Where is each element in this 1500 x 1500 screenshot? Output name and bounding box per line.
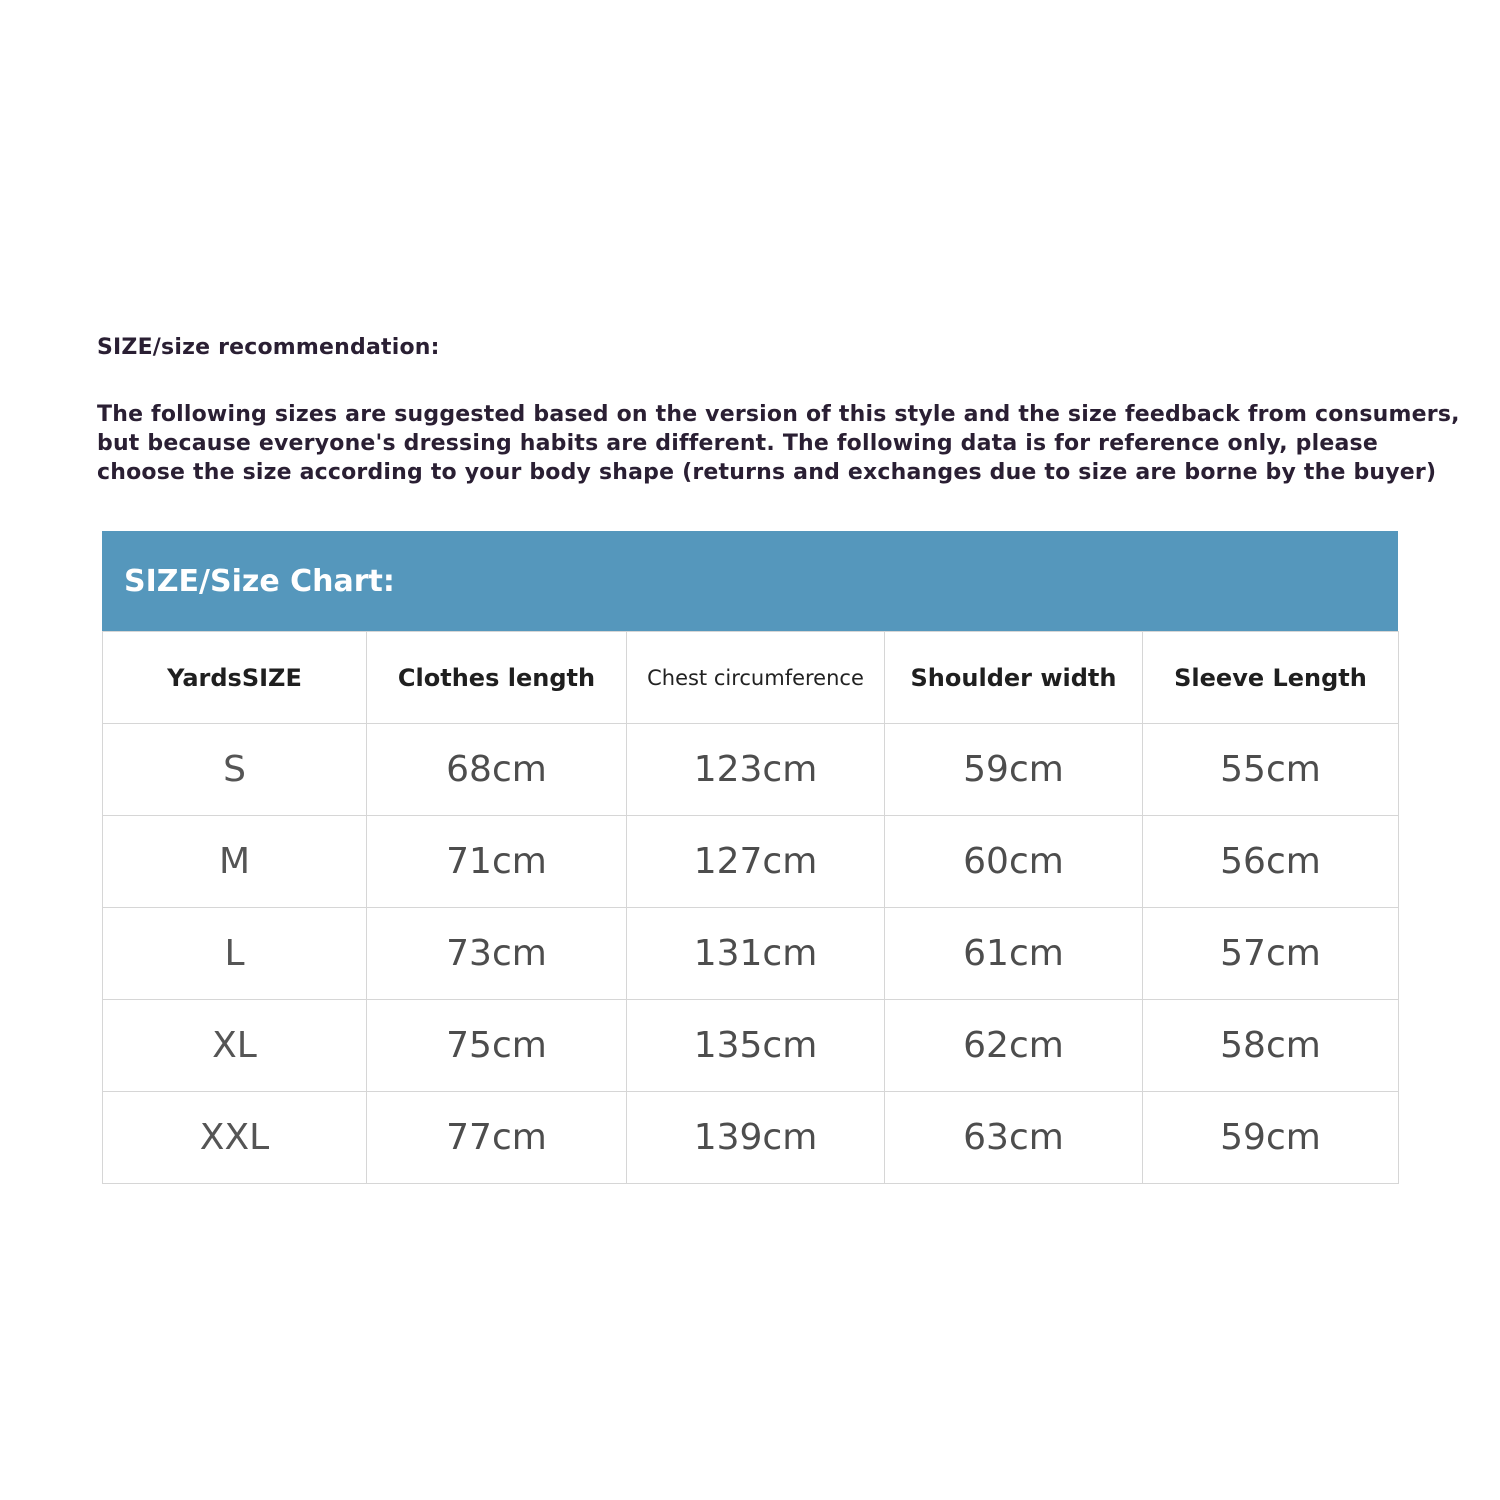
table-row	[103, 1092, 1399, 1184]
size-cell: S	[103, 724, 367, 816]
notice-line: choose the size according to your body shape (returns and exchanges due to size are borne by the buyer)	[97, 460, 1437, 485]
size-recommendation-heading: SIZE/size recommendation:	[97, 335, 440, 360]
sleeve-length-cell: 58cm	[1143, 1000, 1399, 1092]
header-clothes-length: Clothes length	[367, 632, 627, 724]
size-cell: XL	[103, 1000, 367, 1092]
sleeve-length-cell: 57cm	[1143, 908, 1399, 1000]
table-row	[103, 908, 1399, 1000]
header-size: YardsSIZE	[103, 632, 367, 724]
sleeve-length-cell: 59cm	[1143, 1092, 1399, 1184]
clothes-length-cell: 73cm	[367, 908, 627, 1000]
size-chart	[102, 531, 1398, 1184]
sleeve-length-cell: 56cm	[1143, 816, 1399, 908]
chest-circumference-cell: 127cm	[627, 816, 885, 908]
sleeve-length-cell: 55cm	[1143, 724, 1399, 816]
size-chart-title: SIZE/Size Chart:	[124, 563, 395, 599]
shoulder-width-cell: 61cm	[885, 908, 1143, 1000]
header-shoulder-width: Shoulder width	[885, 632, 1143, 724]
size-chart-banner	[102, 531, 1398, 631]
table-row	[103, 1000, 1399, 1092]
notice-line: but because everyone's dressing habits are different. The following data is for reference only, please	[97, 431, 1378, 456]
shoulder-width-cell: 62cm	[885, 1000, 1143, 1092]
header-chest-circumference: Chest circumference	[627, 632, 885, 724]
shoulder-width-cell: 60cm	[885, 816, 1143, 908]
chest-circumference-cell: 135cm	[627, 1000, 885, 1092]
chest-circumference-cell: 139cm	[627, 1092, 885, 1184]
table-row	[103, 816, 1399, 908]
chest-circumference-cell: 131cm	[627, 908, 885, 1000]
size-notice	[97, 400, 1460, 487]
shoulder-width-cell: 63cm	[885, 1092, 1143, 1184]
chest-circumference-cell: 123cm	[627, 724, 885, 816]
clothes-length-cell: 71cm	[367, 816, 627, 908]
clothes-length-cell: 68cm	[367, 724, 627, 816]
size-cell: M	[103, 816, 367, 908]
size-table	[102, 631, 1399, 1184]
table-row	[103, 724, 1399, 816]
header-sleeve-length: Sleeve Length	[1143, 632, 1399, 724]
clothes-length-cell: 75cm	[367, 1000, 627, 1092]
notice-line: The following sizes are suggested based on the version of this style and the size feedback from consumers,	[97, 402, 1460, 427]
shoulder-width-cell: 59cm	[885, 724, 1143, 816]
clothes-length-cell: 77cm	[367, 1092, 627, 1184]
size-cell: XXL	[103, 1092, 367, 1184]
size-cell: L	[103, 908, 367, 1000]
table-header-row	[103, 632, 1399, 724]
